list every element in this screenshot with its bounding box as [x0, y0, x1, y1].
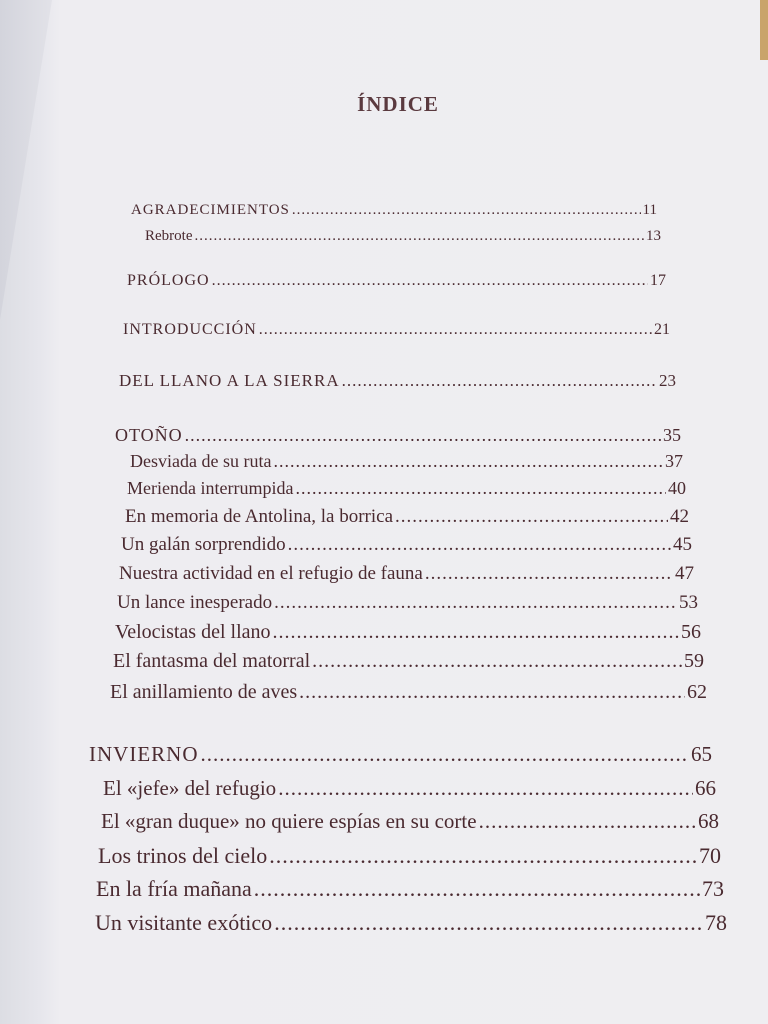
book-corner	[760, 0, 768, 60]
toc-entry-page: 70	[699, 843, 721, 868]
toc-entry-page: 37	[665, 451, 683, 471]
toc-entry-page: 17	[650, 272, 666, 289]
toc-entry-page: 35	[663, 425, 681, 445]
toc-entry	[103, 776, 716, 801]
toc-entry-title: En la fría mañana	[96, 876, 252, 901]
toc-entry-page: 47	[675, 563, 694, 584]
toc-entry-page: 73	[702, 876, 724, 901]
toc-entry	[96, 876, 724, 902]
page-title: ÍNDICE	[357, 92, 439, 116]
dot-leader	[273, 451, 663, 472]
page-edge	[0, 0, 52, 1024]
toc-entry	[115, 425, 681, 446]
dot-leader	[288, 534, 671, 556]
dot-leader	[200, 742, 689, 767]
toc-entry-page: 53	[679, 592, 698, 613]
toc-entry-page: 66	[695, 776, 716, 800]
toc-entry	[115, 621, 701, 644]
toc-entry-title: El «gran duque» no quiere espías en su corte	[101, 809, 477, 833]
toc-entry-page: 56	[681, 621, 701, 643]
toc-entry-title: Un visitante exótico	[95, 910, 273, 935]
toc-entry-page: 11	[642, 202, 657, 218]
toc-entry-title: Un galán sorprendido	[121, 534, 286, 555]
toc-entry-title: INVIERNO	[89, 742, 199, 766]
toc-entry-title: PRÓLOGO	[127, 272, 210, 289]
dot-leader	[395, 506, 668, 528]
toc-entry-title: Rebrote	[145, 228, 193, 244]
dot-leader	[342, 371, 657, 391]
toc-entry-title: Merienda interrumpida	[127, 478, 294, 498]
toc-entry	[145, 228, 661, 245]
toc-entry-page: 13	[646, 228, 661, 244]
toc-entry-title: El anillamiento de aves	[110, 681, 298, 703]
toc-entry	[127, 478, 686, 499]
toc-entry	[110, 681, 707, 704]
dot-leader	[194, 228, 644, 245]
toc-entry	[127, 272, 666, 290]
toc-entry-title: En memoria de Antolina, la borrica	[125, 506, 394, 527]
toc-entry-page: 65	[691, 742, 712, 766]
toc-entry-page: 78	[705, 910, 727, 935]
toc-entry	[113, 650, 704, 673]
toc-entry	[119, 371, 676, 391]
toc-entry-title: Un lance inesperado	[117, 592, 273, 613]
toc-entry-page: 23	[659, 371, 676, 390]
toc-entry	[123, 321, 670, 339]
toc-entry-title: El «jefe» del refugio	[103, 776, 277, 800]
dot-leader	[292, 202, 641, 219]
dot-leader	[273, 621, 679, 644]
toc-entry-page: 68	[698, 809, 719, 833]
toc-entry-title: Velocistas del llano	[115, 621, 271, 643]
toc-entry	[101, 809, 719, 834]
toc-entry-page: 45	[673, 534, 692, 555]
toc-entry-page: 59	[684, 650, 704, 672]
dot-leader	[299, 681, 685, 704]
dot-leader	[269, 843, 697, 869]
toc-entry-title: AGRADECIMIENTOS	[131, 202, 290, 218]
dot-leader	[274, 910, 703, 936]
toc-entry	[98, 843, 721, 869]
toc-entry	[89, 742, 712, 767]
dot-leader	[254, 876, 700, 902]
toc-entry	[121, 534, 692, 556]
toc-entry	[95, 910, 727, 936]
toc-entry-title: Desviada de su ruta	[130, 451, 272, 471]
toc-entry-title: DEL LLANO A LA SIERRA	[119, 371, 340, 390]
dot-leader	[425, 563, 673, 585]
toc-entry-page: 62	[687, 681, 707, 703]
toc-entry-title: Los trinos del cielo	[98, 843, 268, 868]
toc-entry	[119, 563, 694, 585]
dot-leader	[312, 650, 682, 673]
dot-leader	[295, 478, 666, 499]
dot-leader	[185, 425, 661, 446]
toc-entry-title: OTOÑO	[115, 425, 183, 445]
toc-entry	[131, 202, 657, 219]
toc-entry	[130, 451, 683, 472]
dot-leader	[212, 272, 648, 290]
toc-entry-page: 40	[668, 478, 686, 498]
toc-entry	[125, 506, 689, 528]
dot-leader	[274, 592, 677, 614]
toc-entry-title: El fantasma del matorral	[113, 650, 311, 672]
toc-entry	[117, 592, 698, 614]
dot-leader	[479, 809, 696, 834]
dot-leader	[278, 776, 693, 801]
toc-entry-page: 42	[670, 506, 689, 527]
toc-entry-title: INTRODUCCIÓN	[123, 321, 257, 338]
dot-leader	[259, 321, 652, 339]
toc-entry-title: Nuestra actividad en el refugio de fauna	[119, 563, 423, 584]
toc-entry-page: 21	[654, 321, 670, 338]
